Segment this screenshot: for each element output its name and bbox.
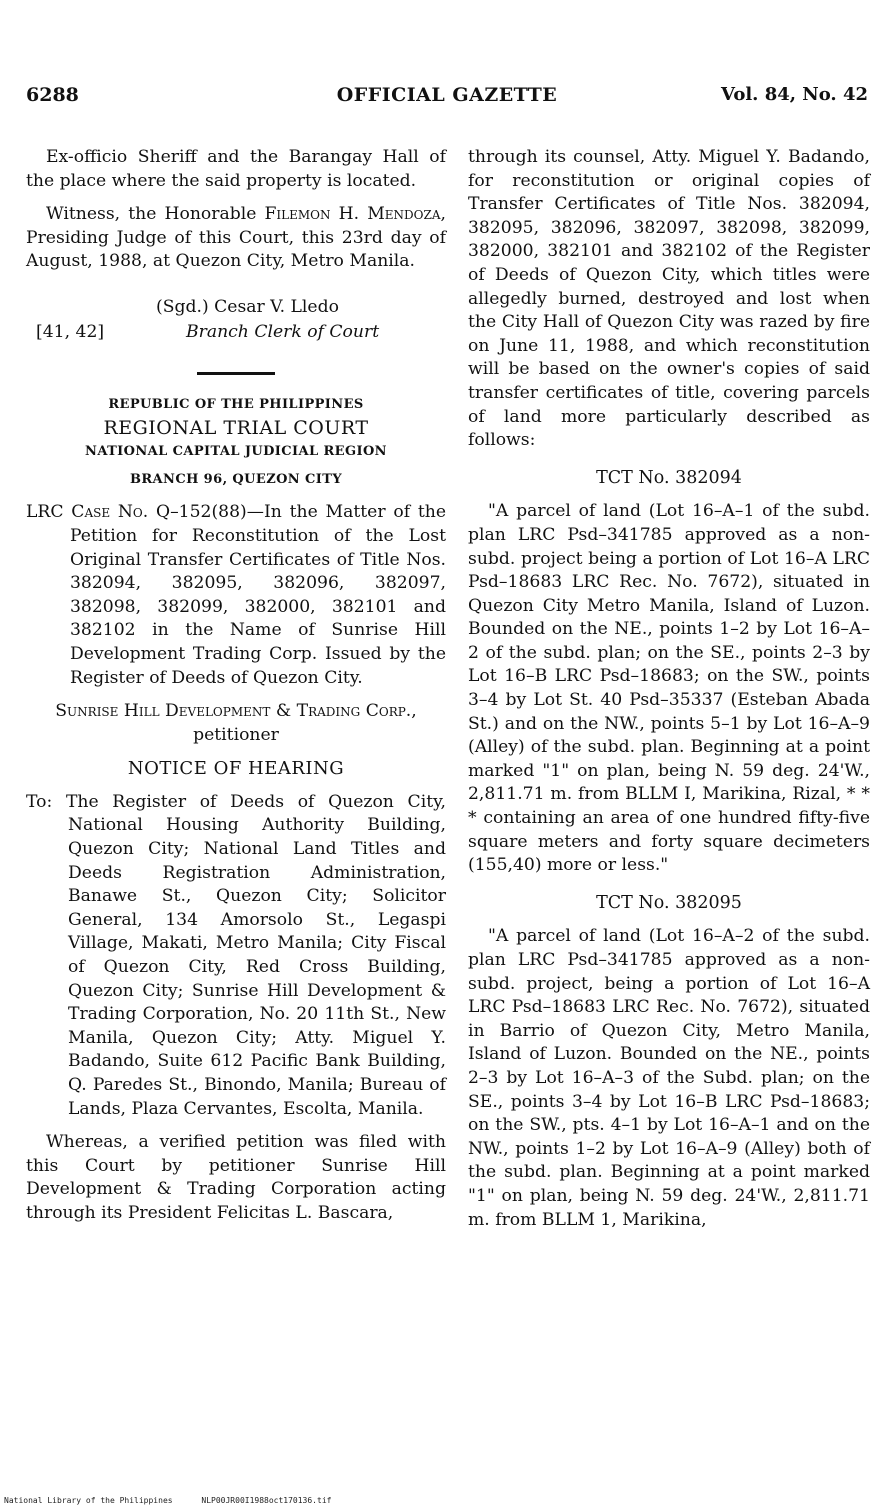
section-divider [197,372,275,375]
witness-paragraph [26,203,446,274]
region-heading: NATIONAL CAPITAL JUDICIAL REGION [85,444,387,460]
case-number: LRC Case No. Q–152(88) [26,502,247,523]
right-column [468,146,870,1232]
notice-heading: NOTICE OF HEARING [127,758,345,780]
republic-heading: REPUBLIC OF THE PHILIPPINES [108,396,364,412]
page-number: 6288 [26,84,79,106]
to-label: To: [26,791,66,812]
scan-footer [4,1496,355,1505]
signatory-name: (Sgd.) Cesar V. Lledo [156,296,339,317]
signature-block [26,296,446,350]
library-label: National Library of the Philippines [4,1496,173,1505]
publication-title: OFFICIAL GAZETTE [336,84,558,106]
case-caption [26,501,446,690]
issue-reference: [41, 42] [36,321,105,342]
court-heading: REGIONAL TRIAL COURT [103,416,369,439]
whereas-paragraph: Whereas, a verified petition was filed with this Court by petitioner Sunrise Hill Development & Trading Corporation acting through its President Felicitas L. Bascara, [26,1132,446,1223]
volume-label: Vol. 84, No. 42 [721,84,868,105]
tct-heading-2: TCT No. 382095 [596,892,742,913]
sheriff-paragraph: Ex-officio Sheriff and the Barangay Hall of the place where the said property is located. [26,147,446,191]
tct-heading-1: TCT No. 382094 [596,467,742,488]
petitioner-line [26,700,446,747]
branch-heading: BRANCH 96, QUEZON CITY [129,471,343,487]
petitioner-role: , petitioner [193,701,417,745]
file-label: NLP00JR00I1988oct170136.tif [201,1496,332,1505]
signatory-title: Branch Clerk of Court [186,321,380,342]
tct-description-1: "A parcel of land (Lot 16–A–1 of the subd. plan LRC Psd–341785 approved as a non-subd. project being a portion of Lot 16–A LRC Psd–18683 LRC Rec. No. 7672), situated in Quezon City Metro Manila, Island of Luzon. Bounded on the NE., points 1–2 by Lot 16–A–2 of the subd. plan; on the SE., points 2–3 by Lot 16–B LRC Psd–18683; on the SW., points 3–4 by Lot St. 40 Psd–35337 (Esteban Abada St.) and on the NW., points 5–1 by Lot 16–A–9 (Alley) of the subd. plan. Beginning at a point marked "1" on plan, being N. 59 deg. 24'W., 2,811.71 m. from BLLM I, Marikina, Rizal, * * * containing an area of one hundred fifty-five square meters and forty square decimeters (155,40) more or less." [468,501,870,876]
witness-text-post: , Presiding Judge of this Court, this 23rd day of August, 1988, at Quezon City, Metro Manila. [26,204,446,272]
case-description: —In the Matter of the Petition for Reconstitution of the Lost Original Transfer Certificates of Title Nos. 382094, 382095, 382096, 382097, 382098, 382099, 382000, 382101 and 382102 in the Name of Sunrise Hill Development Trading Corp. Issued by the Register of Deeds of Quezon City. [70,502,446,688]
left-column [26,146,446,1226]
counsel-paragraph: through its counsel, Atty. Miguel Y. Badando, for reconstitution or original copies of Transfer Certificates of Title Nos. 382094, 382095, 382096, 382097, 382098, 382099, 382000, 382101 and 382102 of the Register of Deeds of Quezon City, which titles were allegedly burned, destroyed and lost when the City Hall of Quezon City was razed by fire on June 11, 1988, and which reconstitution will be based on the owner's copies of said transfer certificates of title, covering parcels of land more particularly described as follows: [468,147,870,451]
page-header [26,84,868,114]
addressees [26,791,446,1121]
addressee-list: The Register of Deeds of Quezon City, National Housing Authority Building, Quezon City; National Land Titles and Deeds Registration Administration, Banawe St., Quezon City; Solicitor General, 134 Amorsolo St., Legaspi Village, Makati, Metro Manila; City Fiscal of Quezon City, Red Cross Building, Quezon City; Sunrise Hill Development & Trading Corporation, No. 20 11th St., New Manila, Quezon City; Atty. Miguel Y. Badando, Suite 612 Pacific Bank Building, Q. Paredes St., Binondo, Manila; Bureau of Lands, Plaza Cervantes, Escolta, Manila. [65,791,446,1119]
tct-description-2: "A parcel of land (Lot 16–A–2 of the subd. plan LRC Psd–341785 approved as a non-subd. project, being a portion of Lot 16–A LRC Psd–18683 LRC Rec. No. 7672), situated in Barrio of Quezon City, Metro Manila, Island of Luzon. Bounded on the NE., points 2–3 by Lot 16–A–3 of the Subd. plan; on the SE., points 3–4 by Lot 16–B LRC Psd–18683; on the SW., pts. 4–1 by Lot 16–A–1 and on the NW., points 1–2 by Lot 16–A–9 (Alley) both of the subd. plan. Beginning at a point marked "1" on plan, being N. 59 deg. 24'W., 2,811.71 m. from BLLM 1, Marikina, [468,926,870,1230]
witness-text-pre: Witness, the Honorable [46,204,265,225]
petitioner-name: Sunrise Hill Development & Trading Corp. [55,701,412,722]
judge-name: Filemon H. Mendoza [264,204,441,225]
